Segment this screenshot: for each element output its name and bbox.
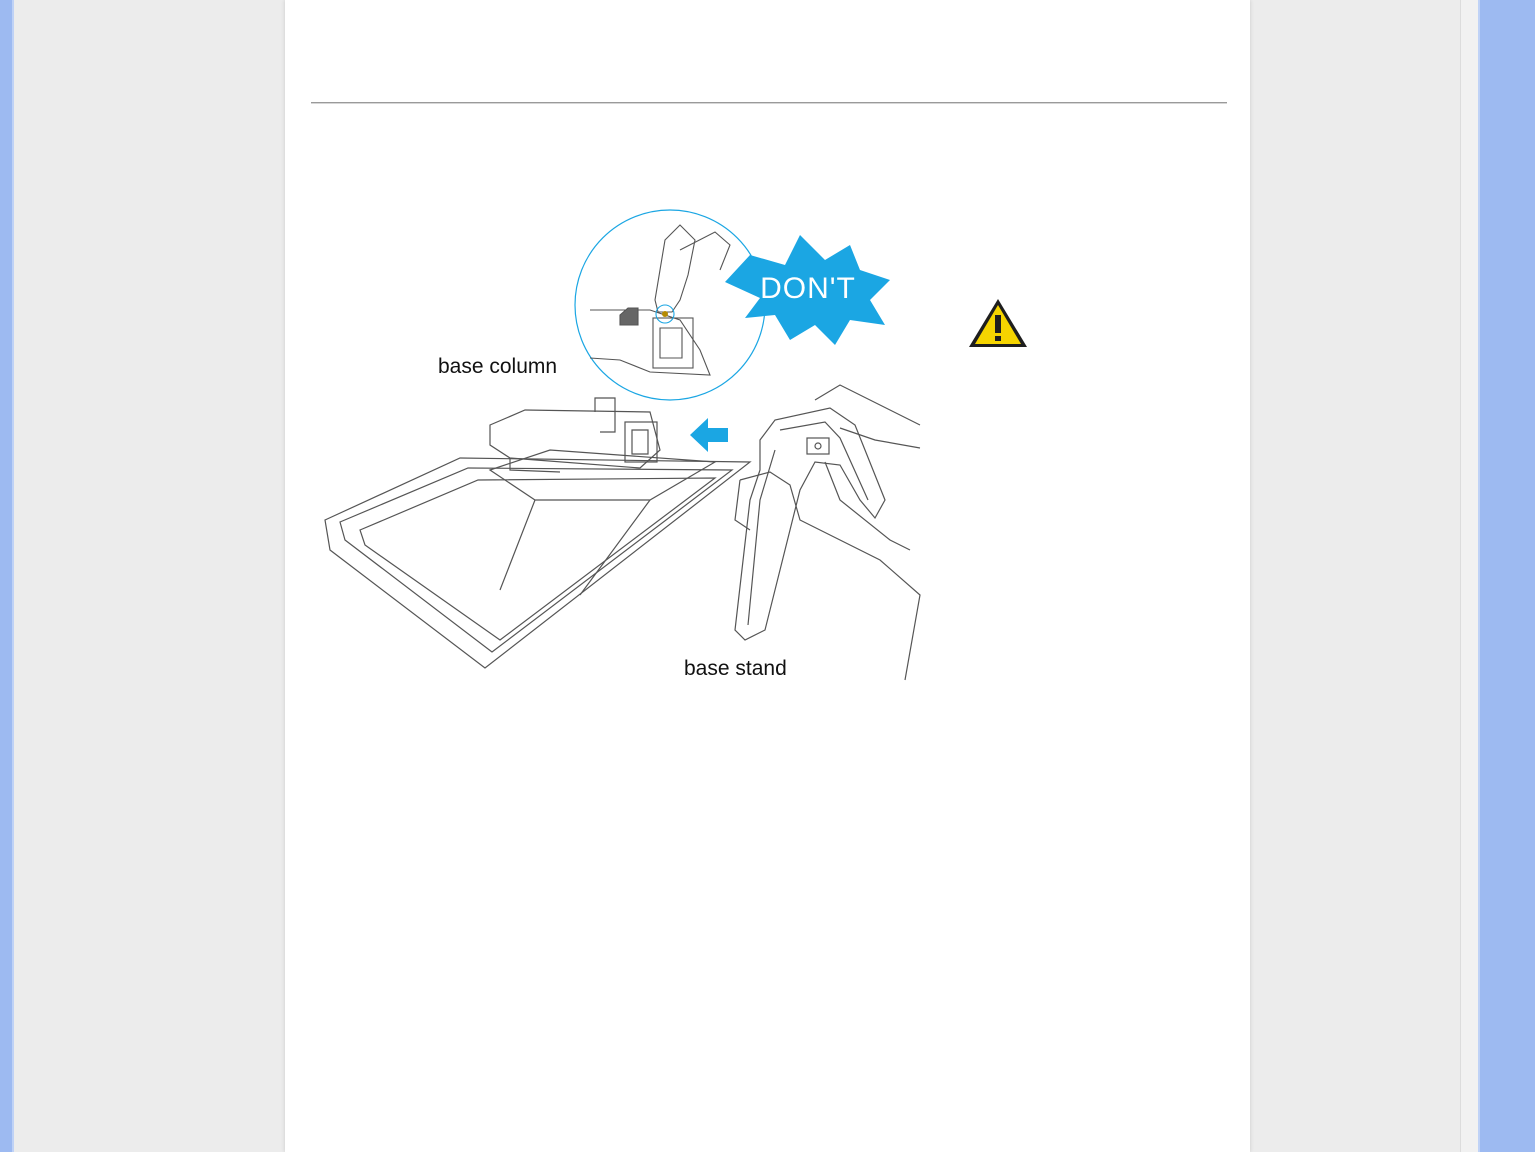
base-stand-label: base stand: [684, 657, 787, 680]
document-page: [285, 0, 1250, 1152]
right-hand: [815, 385, 920, 550]
warning-triangle-icon: [965, 295, 1031, 351]
horizontal-rule: [311, 102, 1227, 104]
vertical-scrollbar[interactable]: [1460, 0, 1478, 1152]
monitor-panel: [325, 458, 750, 668]
stand-screw: [807, 438, 829, 454]
stand-assembly-illustration: [320, 200, 940, 690]
dont-callout-text: DON'T: [760, 272, 856, 305]
direction-arrow: [690, 418, 728, 452]
left-hand: [735, 472, 920, 680]
assembly-line-art: [320, 200, 940, 690]
base-column-label: base column: [438, 355, 558, 378]
window-frame-left: [0, 0, 14, 1152]
zoom-detail-circle: [575, 210, 765, 400]
window-frame-right: [1478, 0, 1535, 1152]
